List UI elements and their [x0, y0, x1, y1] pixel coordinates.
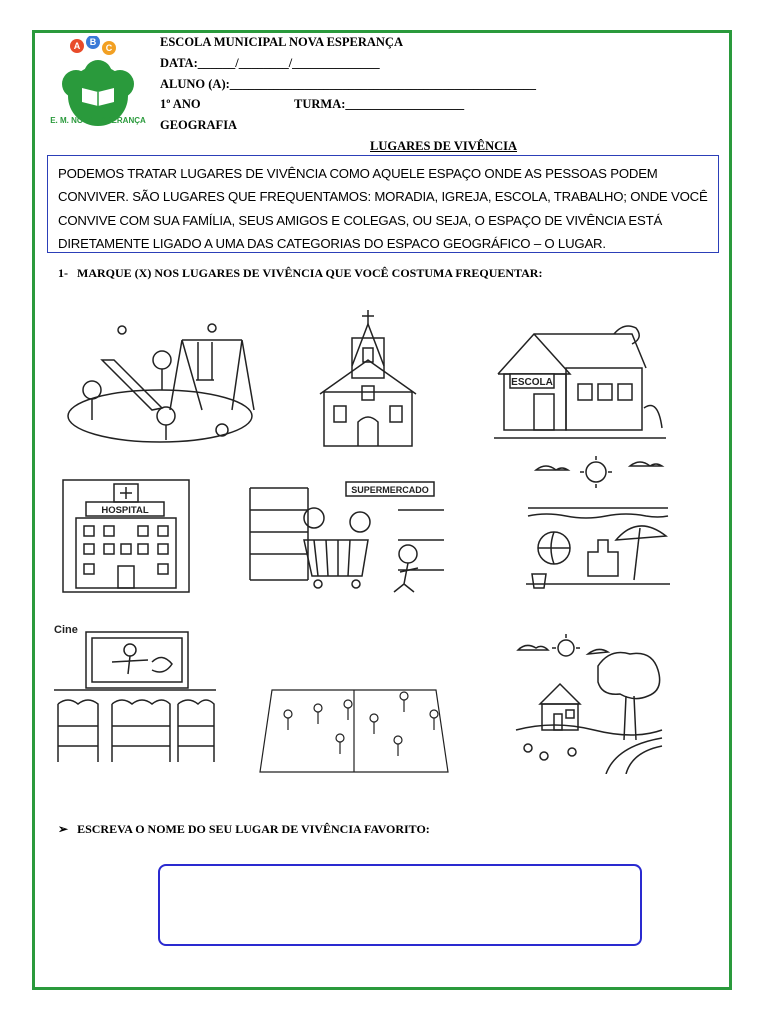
cinema-picture	[52, 622, 218, 774]
hospital-sign: HOSPITAL	[101, 505, 149, 516]
logo-letter-a: A	[73, 41, 81, 51]
school-picture	[494, 318, 666, 448]
student-line: ALUNO (A):_________________________________________________	[160, 77, 537, 91]
beach-picture	[526, 456, 670, 594]
logo-letter-b: B	[89, 37, 97, 47]
cinema-sign: Cine	[54, 624, 78, 636]
church-picture	[318, 308, 418, 448]
intro-text: PODEMOS TRATAR LUGARES DE VIVÊNCIA COMO AQUELE ESPAÇO ONDE AS PESSOAS PODEM CONVIVER. SÃO LUGARES QUE FREQUENTAMOS: MORADIA, IGREJA, ESCOLA, TRABALHO; ONDE VOCÊ CONVIVE COM SUA FAMÍLIA, SEUS AMIGOS E COLEGAS, OU SEJA, O ESPAÇO DE VIVÊNCIA ESTÁ DIRETAMENTE LIGADO A UMA DAS CATEGORIAS DO ESPACO GEOGRÁFICO – O LUGAR.	[58, 166, 708, 251]
date-line: DATA:______/________/______________	[160, 56, 380, 70]
arrow-bullet-icon: ➢	[58, 822, 69, 836]
question-2	[58, 822, 430, 837]
school-name: ESCOLA MUNICIPAL NOVA ESPERANÇA	[160, 35, 403, 49]
subject-label: GEOGRAFIA	[160, 118, 238, 132]
playground-picture	[62, 320, 258, 448]
supermarket-sign: SUPERMERCADO	[351, 485, 429, 495]
answer-box[interactable]	[158, 864, 642, 946]
logo-letter-c: C	[105, 43, 113, 53]
house-landscape-picture	[514, 634, 664, 774]
sports-court-picture	[258, 684, 450, 776]
grade-label: 1º ANO	[160, 97, 201, 111]
logo-caption: E. M. NOVA ESPERANÇA	[50, 116, 146, 125]
page-title: LUGARES DE VIVÊNCIA	[370, 139, 518, 153]
hospital-picture	[62, 478, 190, 594]
question-2-text: ESCREVA O NOME DO SEU LUGAR DE VIVÊNCIA FAVORITO:	[77, 822, 430, 836]
question-1: 1- MARQUE (X) NOS LUGARES DE VIVÊNCIA QUE VOCÊ COSTUMA FREQUENTAR:	[58, 266, 543, 280]
supermarket-picture	[248, 480, 448, 596]
class-line: TURMA:___________________	[294, 97, 465, 111]
intro-textbox	[47, 155, 719, 253]
school-sign: ESCOLA	[511, 377, 553, 388]
